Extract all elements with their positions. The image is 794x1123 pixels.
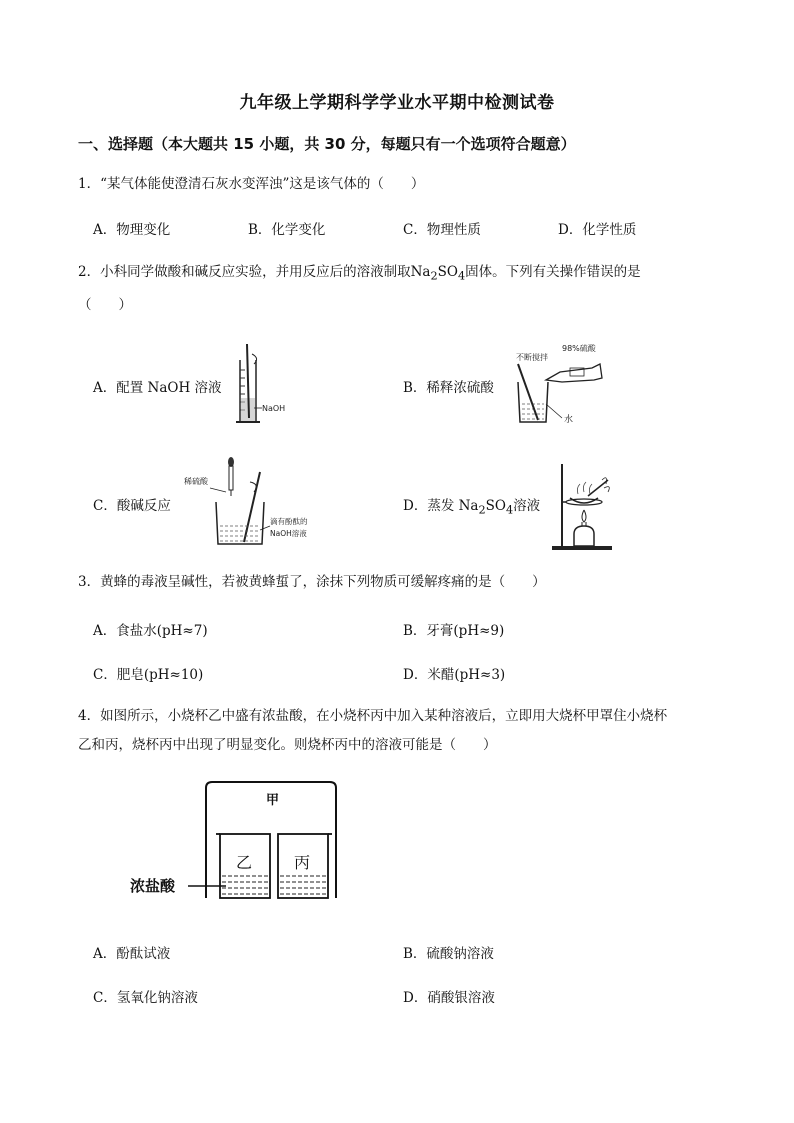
q2-option-d-sub-4: 4	[505, 503, 514, 517]
q1-option-c[interactable]: C．物理性质	[403, 222, 481, 238]
figure-dilute-acid	[508, 342, 618, 430]
q1-option-b[interactable]: B．化学变化	[248, 222, 326, 238]
q3-option-d[interactable]: D．米醋(pH≈3)	[403, 667, 506, 683]
water-leader-line	[546, 404, 562, 418]
dropper-leader-line	[210, 488, 226, 492]
acid-bottle	[546, 364, 602, 382]
beaker-c-liquid	[220, 526, 260, 541]
q4-option-a[interactable]: A．酚酞试液	[93, 946, 171, 962]
stir-label: 不断搅拌	[516, 353, 548, 362]
question-2-stem	[78, 258, 718, 320]
q4-stem-line-1: 4．如图所示，小烧杯乙中盛有浓盐酸，在小烧杯丙中加入某种溶液后，立即用大烧杯甲罩住小烧杯	[78, 708, 668, 724]
question-1-stem: 1．“某气体能使澄清石灰水变浑浊”这是该气体的（ ）	[78, 176, 425, 192]
indicator-label-1: 滴有酚酞的	[270, 517, 308, 526]
flame-icon	[582, 510, 586, 522]
glass-rod	[518, 364, 538, 420]
label-acid: 浓盐酸	[130, 877, 176, 895]
q2-stem-part-a: 2．小科同学做酸和碱反应实验，并用反应后的溶液制取Na	[78, 264, 431, 280]
q4-option-b[interactable]: B．硫酸钠溶液	[403, 946, 494, 962]
q2-stem-part-c: 固体。下列有关操作错误的是	[465, 264, 641, 280]
page-title: 九年级上学期科学学业水平期中检测试卷	[239, 93, 555, 113]
glass-rod-d	[588, 480, 608, 496]
q2-option-d[interactable]	[403, 494, 540, 517]
q3-option-b[interactable]: B．牙膏(pH≈9)	[403, 623, 505, 639]
bing-liquid	[280, 876, 326, 894]
iron-ring	[566, 499, 602, 505]
acid98-label: 98%硫酸	[562, 344, 596, 353]
q3-option-c[interactable]: C．肥皂(pH≈10)	[93, 667, 204, 683]
figure-acid-base	[182, 454, 322, 550]
q2-stem-sub-4: 4	[457, 269, 466, 283]
section-heading: 一、选择题（本大题共 15 小题，共 30 分，每题只有一个选项符合题意）	[78, 135, 576, 153]
label-bing: 丙	[294, 853, 311, 872]
dropper-tube	[229, 466, 233, 490]
q2-option-c[interactable]: C．酸碱反应	[93, 498, 171, 514]
q2-option-d-sub-2: 2	[478, 503, 486, 517]
beaker-outline	[518, 382, 548, 422]
indicator-leader-line	[260, 526, 270, 530]
q1-option-d[interactable]: D．化学性质	[558, 222, 637, 238]
q2-stem-sub-2: 2	[430, 269, 438, 283]
label-yi: 乙	[236, 853, 253, 872]
steam-icon	[577, 482, 592, 494]
q1-option-a[interactable]: A．物理变化	[93, 222, 171, 238]
q2-option-d-part-a: D．蒸发 Na	[403, 498, 479, 514]
stir-arrow-icon-c	[250, 482, 256, 492]
q2-stem-line-2: （ ）	[78, 296, 132, 313]
naoh-label: NaOH	[262, 404, 286, 413]
figure-naoh-cylinder	[232, 340, 296, 428]
label-jia: 甲	[266, 793, 280, 808]
q2-stem-part-b: SO	[437, 264, 458, 280]
q3-option-a[interactable]: A．食盐水(pH≈7)	[93, 623, 208, 639]
alcohol-lamp	[574, 526, 594, 546]
figure-evaporation	[548, 460, 618, 552]
dilute-acid-label: 稀硫酸	[184, 477, 208, 486]
q4-option-d[interactable]: D．硝酸银溶液	[403, 990, 495, 1006]
question-3-stem: 3．黄蜂的毒液呈碱性，若被黄蜂蜇了，涂抹下列物质可缓解疼痛的是（ ）	[78, 574, 546, 590]
q2-option-d-part-b: SO	[485, 498, 506, 514]
q4-stem-line-2: 乙和丙，烧杯丙中出现了明显变化。则烧杯丙中的溶液可能是（ ）	[78, 737, 497, 753]
q2-option-a[interactable]: A．配置 NaOH 溶液	[93, 380, 222, 396]
beaker-c	[216, 502, 264, 544]
figure-beakers	[126, 780, 348, 904]
stir-arrow-icon	[252, 354, 257, 364]
yi-liquid	[222, 876, 268, 894]
water-label: 水	[564, 415, 574, 425]
q2-option-d-part-c: 溶液	[513, 498, 541, 514]
question-4-stem	[78, 702, 738, 760]
q4-option-c[interactable]: C．氢氧化钠溶液	[93, 990, 198, 1006]
indicator-label-2: NaOH溶液	[270, 529, 307, 538]
q2-option-b[interactable]: B．稀释浓硫酸	[403, 380, 494, 396]
